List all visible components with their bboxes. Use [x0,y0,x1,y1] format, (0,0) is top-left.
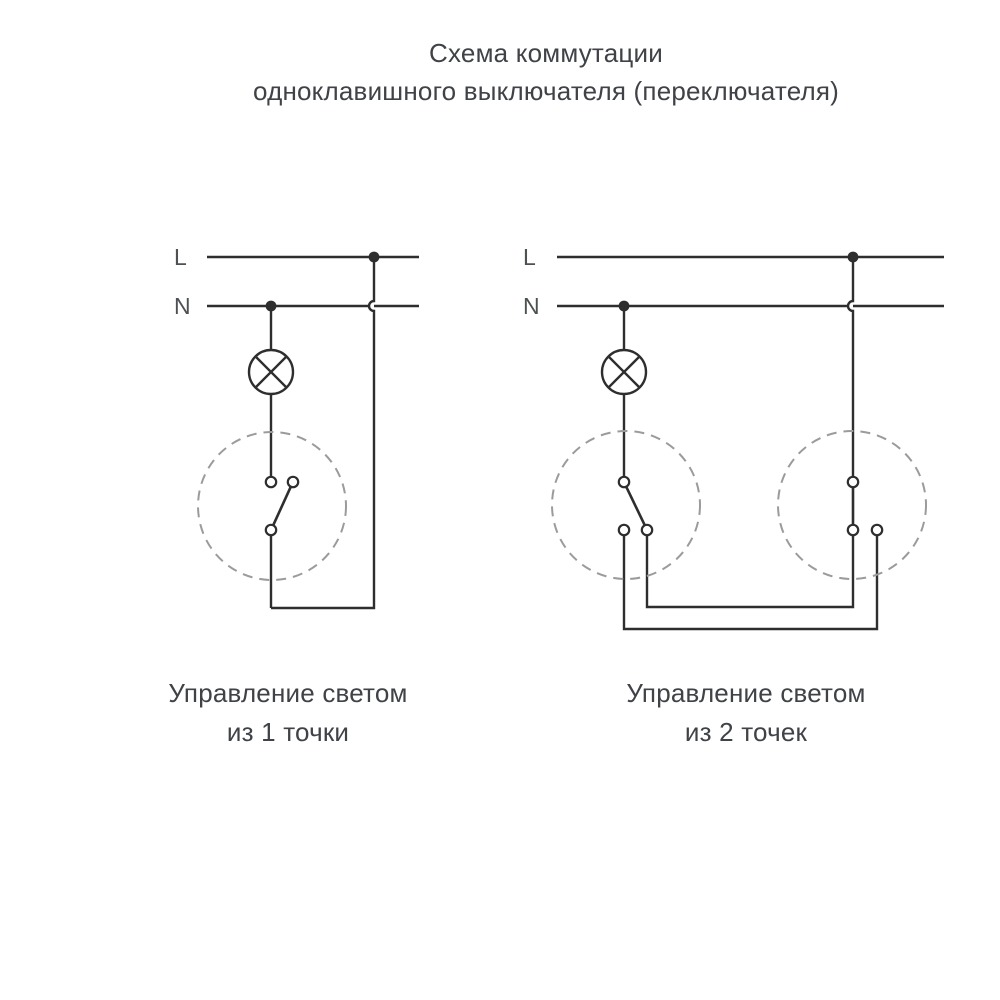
lamp-icon [602,350,646,394]
switch-feed-wire [848,257,853,477]
switch-terminal [619,525,629,535]
line-n-label: N [523,293,540,319]
diagram-one-point [174,244,419,608]
switch-terminal [619,477,629,487]
caption-two-point-line1: Управление светом [626,678,866,708]
switch-lever [273,487,291,526]
caption-two-point-line2: из 2 точек [684,717,808,747]
page-title-line2: одноклавишного выключателя (переключателя) [252,76,839,106]
junction-dot [848,252,859,263]
switch-terminal [848,477,858,487]
caption-one-point-line2: из 1 точки [226,717,350,747]
switch-zone-circle [552,431,700,579]
switch-terminal [848,525,858,535]
diagram-two-point [523,244,944,629]
switch-terminal [872,525,882,535]
page-title-line1: Схема коммутации [429,38,663,68]
line-l-label: L [523,244,536,270]
traveler-wire-outer [624,535,877,629]
switch-terminal [266,525,276,535]
caption-one-point [88,674,488,752]
caption-one-point-line1: Управление светом [168,678,408,708]
switch-terminal [266,477,276,487]
switch-lever [626,487,645,526]
caption-two-point [546,674,946,752]
switch-terminal [288,477,298,487]
junction-dot [369,252,380,263]
line-l-label: L [174,244,187,270]
switch-terminal [642,525,652,535]
line-n-label: N [174,293,191,319]
lamp-icon [249,350,293,394]
traveler-wire-inner [647,535,853,607]
